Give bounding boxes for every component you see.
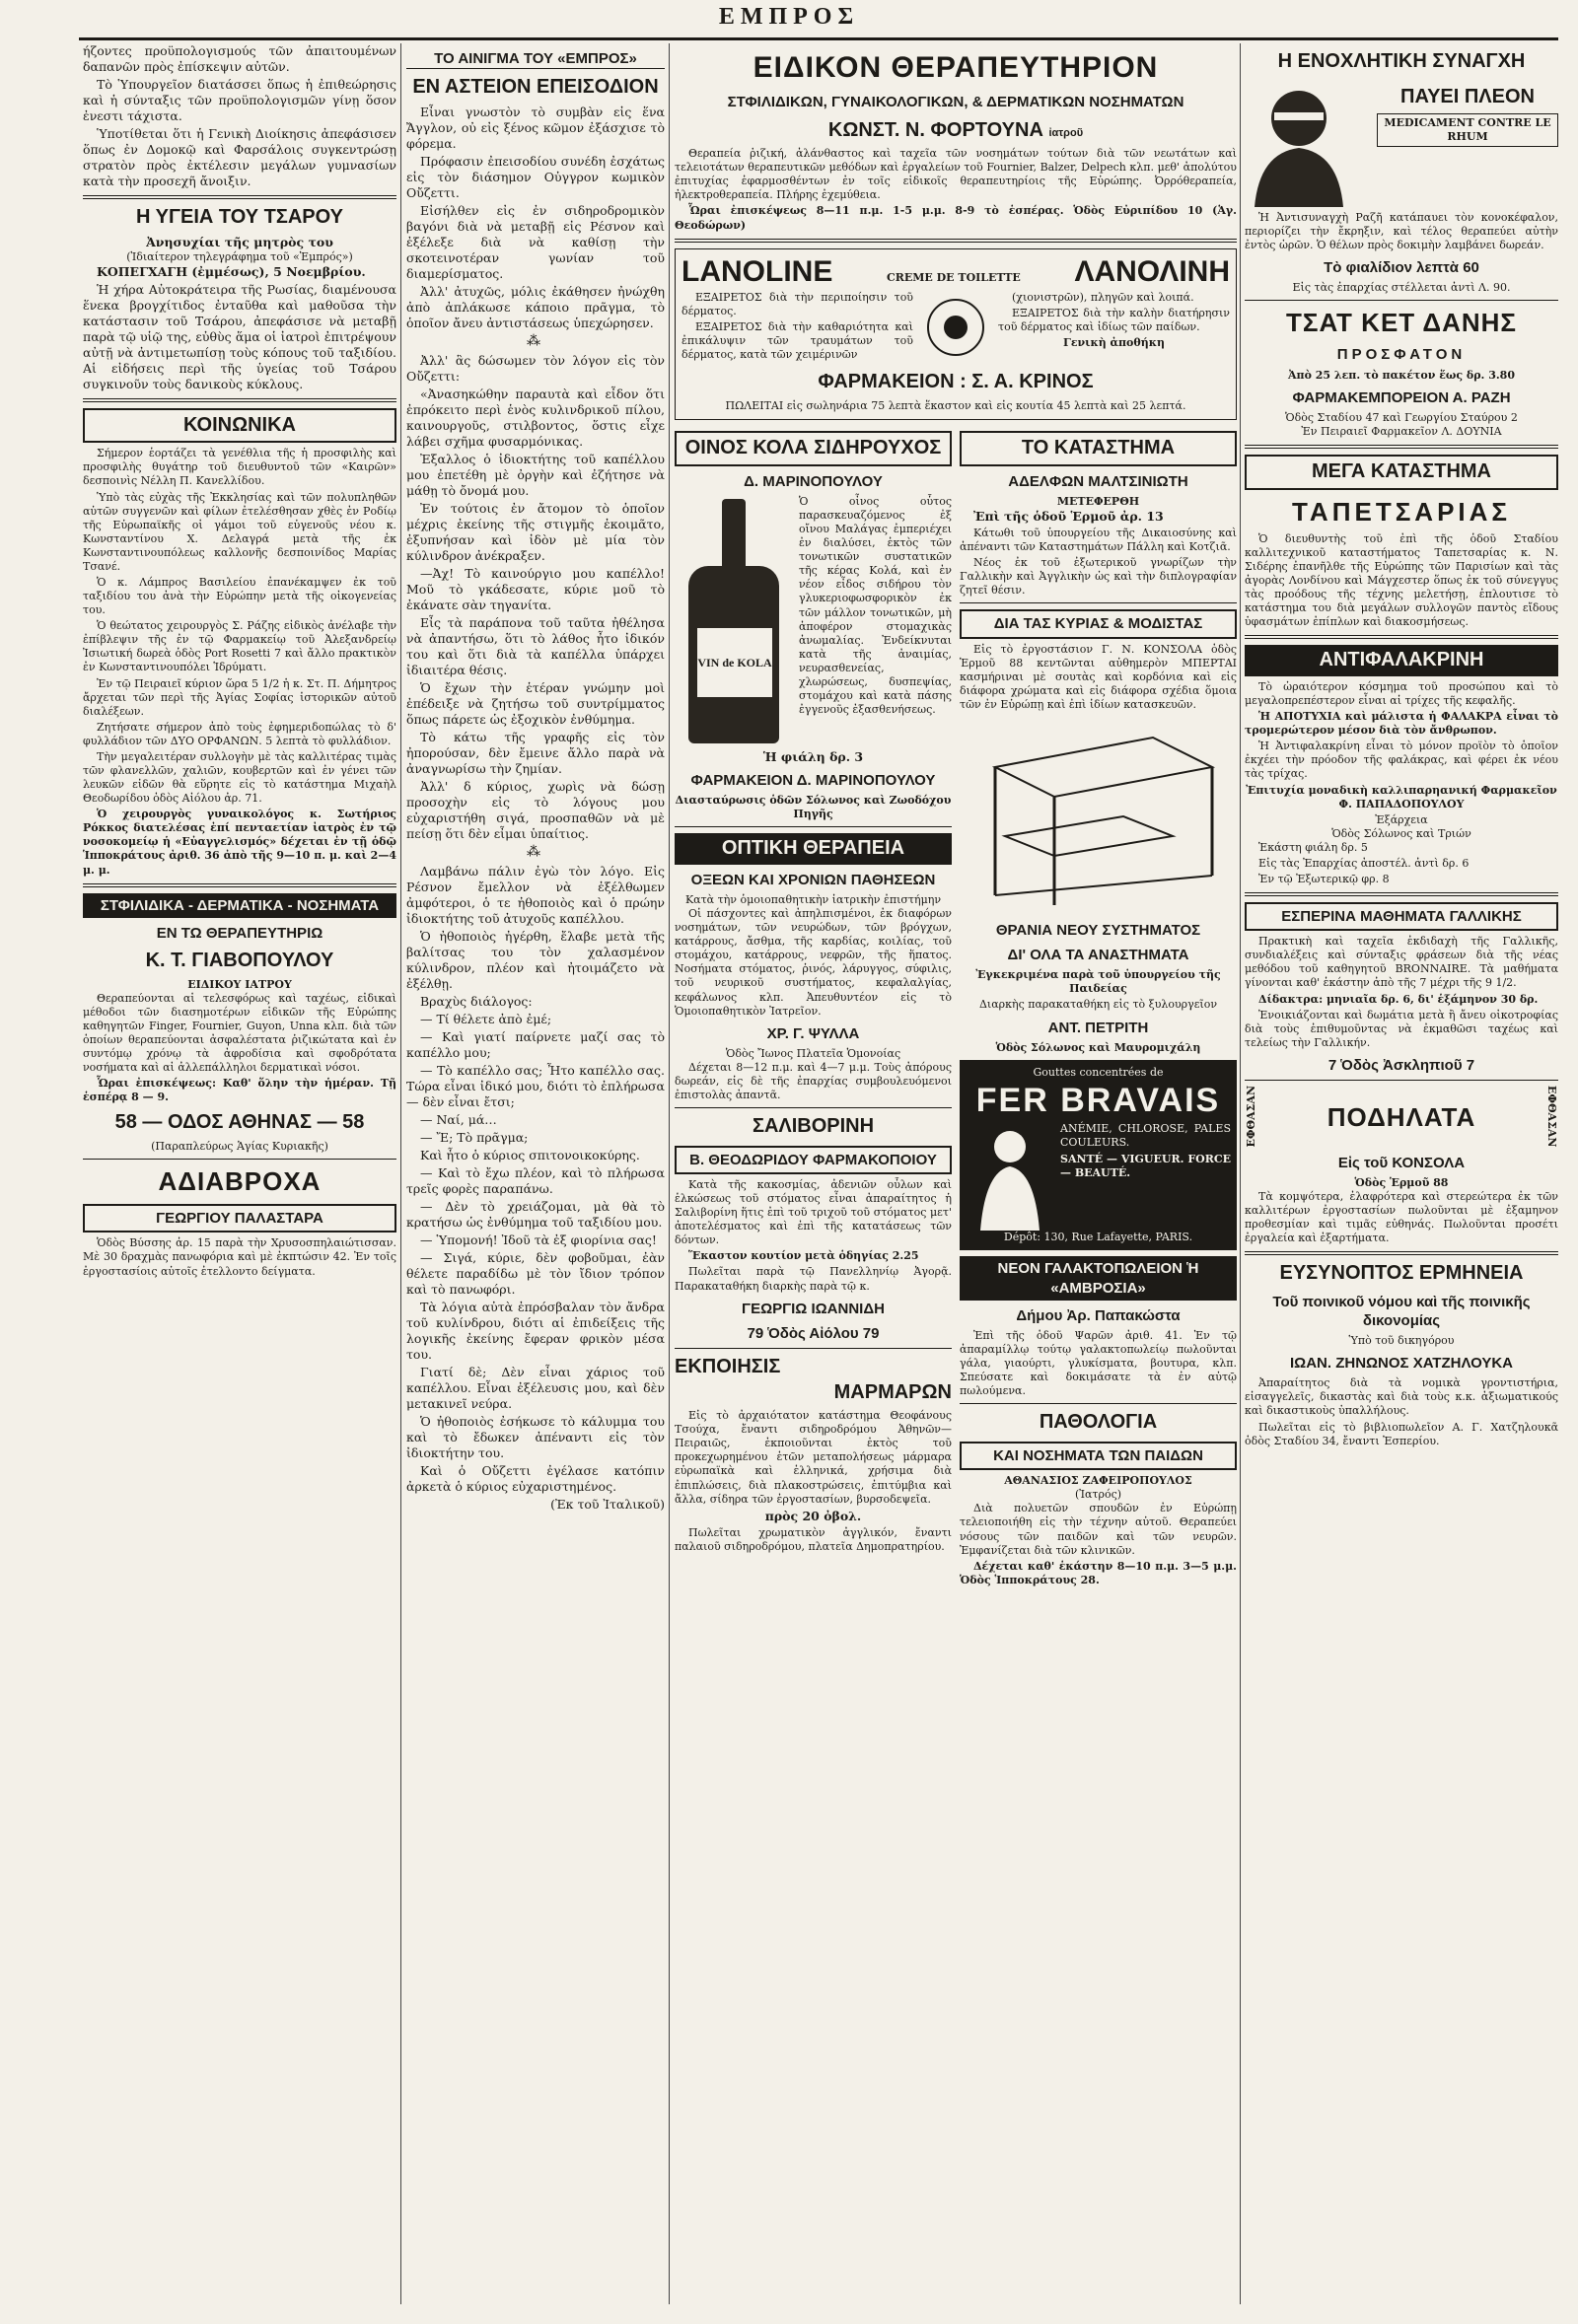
ad-title-optiki: ΟΠΤΙΚΗ ΘΕΡΑΠΕΙΑ xyxy=(675,833,952,865)
column-header: ΤΟ ΑΙΝΙΓΜΑ ΤΟΥ «ΕΜΠΡΟΣ» xyxy=(406,49,665,69)
ad-subtitle: ΠΑΥΕΙ ΠΛΕΟΝ xyxy=(1400,85,1535,107)
ad-text: ΕΞΑΙΡΕΤΟΣ διὰ τὴν καλὴν διατήρησιν τοῦ δέρματος καὶ ἰδίως τῶν παίδων. xyxy=(998,307,1230,334)
ad-subtitle: Κατὰ τὴν ὁμοιοπαθητικὴν ἰατρικὴν ἐπιστήμην xyxy=(684,893,942,906)
ad-subtitle: ΣΤΦΙΛΙΔΙΚΩΝ, ΓΥΝΑΙΚΟΛΟΓΙΚΩΝ, & ΔΕΡΜΑΤΙΚΩΝ ΝΟΣΗΜΑΤΩΝ xyxy=(727,94,1184,111)
ad-text: ΕΞΑΙΡΕΤΟΣ διὰ τὴν περιποίησιν τοῦ δέρματος. xyxy=(681,291,913,318)
ad-title-tapetsarias: ΤΑΠΕΤΣΑΡΙΑΣ xyxy=(1291,496,1512,527)
story-paragraph: Καὶ ἦτο ὁ κύριος σπιτονοικοκύρης. xyxy=(420,1147,640,1162)
story-paragraph: Ἀλλ' δ κύριος, χωρὶς νὰ δώσῃ προσοχὴν εἰς τὸ λόγους μου εὐχαριστήθη σιγά, προσπαθῶν νὰ μὲ πείσῃ ὅτι δὲν εἶμαι ὑπαίτιος. xyxy=(406,778,665,841)
ad-address: 58 — ΟΔΟΣ ΑΘΗΝΑΣ — 58 xyxy=(114,1111,365,1134)
ad-text: Νέος ἐκ τοῦ ἐξωτερικοῦ γνωρίζων τὴν Γαλλικὴν καὶ Ἀγγλικὴν ὡς καὶ τὴν διπλογραφίαν ζητεῖ θέσιν. xyxy=(960,556,1237,598)
news-paragraph: Τὴν μεγαλειτέραν συλλογὴν μὲ τὰς καλλιτέρας τιμὰς τῶν φλανελλῶν, χαλιῶν, κουβερτῶν καὶ ἐν γένει τῶν λευκῶν εἰδῶν θὰ εὕρητε εἰς τὸ κατάστημα Μιχαὴλ Θεοδωρίδου ὁδὸς Αἰόλου ἀρ. 71. xyxy=(83,749,396,806)
news-paragraph: Ὁ χειρουργὸς γυναικολόγος κ. Σωτήριος Ρόκκος διατελέσας ἐπί πενταετίαν ἰατρὸς ἐν τῷ νοσοκομείῳ ἡ «Εὐαγγελισμός» δέχεται ἐν τῇ ὁδῷ Ἱπποκράτους ἀριθ. 36 ἀπὸ τῆς 9—10 π. μ. καὶ 2—4 μ. μ. xyxy=(83,808,396,877)
article-subtitle: Ἀνησυχίαι τῆς μητρὸς του xyxy=(146,234,333,249)
lanoline-price: ΠΩΛΕΙΤΑΙ εἰς σωληνάρια 75 λεπτὰ ἕκαστον καὶ εἰς κουτία 45 λεπτὰ καὶ 25 λεπτά. xyxy=(725,399,1186,413)
story-paragraph: — Καὶ τὸ ἔχω πλέον, καὶ τὸ πλήρωσα τρεῖς φορὲς παραπάνω. xyxy=(406,1164,665,1196)
masthead: ΕΜΠΡΟΣ xyxy=(718,4,860,30)
ad-medicament: MEDICAMENT CONTRE LE RHUM xyxy=(1377,113,1558,147)
lanoline-title: LANOLINE xyxy=(681,254,833,288)
column-divider xyxy=(400,43,401,2304)
ad-price: Δίδακτρα: μηνιαῖα δρ. 6, δι' ἑξάμηνον 30 δρ. xyxy=(1258,992,1539,1006)
ad-text: Πωλεῖται παρὰ τῷ Πανελληνίῳ Ἀγορᾷ. Παρακαταθήκη διαρκὴς παρὰ τῷ κ. xyxy=(675,1265,952,1293)
story-paragraph: Ἐξαλλος ὁ ἰδιοκτήτης τοῦ καπέλλου μου ἐπετέθη μὲ ὀργὴν καὶ ἐζήτησε νὰ μάθῃ τὸ ὄνομά μου. xyxy=(406,451,665,498)
ad-name: ΑΝΤ. ΠΕΤΡΙΤΗ xyxy=(1047,1019,1149,1036)
ad-title-galaktopoleion: ΝΕΟΝ ΓΑΛΑΚΤΟΠΩΛΕΙΟΝ Ἡ «ΑΜΒΡΟΣΙΑ» xyxy=(960,1256,1237,1300)
story-paragraph: — Τί θέλετε ἀπὸ ἐμέ; xyxy=(420,1011,552,1026)
story-paragraph: Εἶς τὰ παράπονα τοῦ ταῦτα ἠθέλησα νὰ ἀπαντήσω, ὅτι τὸ λάθος ἦτο ἰδικόν του καὶ ὅτι διὰ τὰ καπέλλα ὑπάρχει ἰδιαιτέρα θέσις. xyxy=(406,614,665,677)
ad-text: Ἡ Ἀντιφαλακρίνη εἶναι τὸ μόνον προϊὸν τὸ ὁποῖον ἐκχέει τὴν πρόοδον τῆς φαλάκρας, καὶ φέρει ἐκ νέου τὰς τρίχας. xyxy=(1245,739,1558,781)
story-paragraph: Εἰσήλθεν εἰς ἐν σιδηροδρομικὸν βαγόνι διὰ νὰ μεταβῇ εἰς Ρέσνον καὶ ἐξέλεξε διὰ νὰ καθίσῃ τὴν σκοτεινοτέραν γωνίαν τοῦ διαμερίσματος. xyxy=(406,202,665,281)
section-title-koinonika: ΚΟΙΝΩΝΙΚΑ xyxy=(83,408,396,444)
ad-subtitle: Τοῦ ποινικοῦ νόμου καὶ τῆς ποινικῆς δικονομίας xyxy=(1272,1293,1531,1329)
ad-address: Ἐπὶ τῆς ὁδοῦ Ἑρμοῦ ἀρ. 13 xyxy=(973,508,1164,524)
ad-doctor-role: ΕΙΔΙΚΟΥ ΙΑΤΡΟΥ xyxy=(187,977,292,991)
ad-address: 7 Ὁδὸς Ἀσκληπιοῦ 7 xyxy=(1327,1056,1475,1074)
ad-text: Ὁ οἶνος οὗτος παρασκευαζόμενος ἐξ οἴνου Μαλάγας ἐμπεριέχει ἐν διαλύσει, ἐκτὸς τῶν τονωτικῶν συστατικῶν τῆς κέρας Κολά, καὶ ἐν νέον εἶδος σιδήρου τὸν γλυκεριοφωσφορικὸν ἐκ τῶν μάλλον τονωτικῶν, μὴ ἀποφέρον στομαχικὰς ἀνωμαλίας. Ἐνδείκνυται κατὰ τῆς ἀναιμίας, νευρασθενείας, χλωρώσεως, δυσπεψίας, στομάχου καὶ κατὰ πάσης ἐγγενοῦς ἐξασθενήσεως. xyxy=(799,494,952,717)
story-paragraph: Βραχὺς διάλογος: xyxy=(420,993,533,1009)
ad-pharmacy: ΦΑΡΜΑΚΕΜΠΟΡΕΙΟΝ Α. ΡΑΖΗ xyxy=(1292,388,1511,406)
story-paragraph: Πρόφασιν ἐπεισοδίου συνέδη ἐσχάτως εἰς τὸν διάσημον Οὐγγρον κωμικὸν Οὔζεττι. xyxy=(406,153,665,200)
ad-subtitle: Δ. ΜΑΡΙΝΟΠΟΥΛΟΥ xyxy=(744,472,883,490)
ad-text: Διαρκὴς παρακαταθήκη εἰς τὸ ξυλουργεῖον xyxy=(978,998,1218,1012)
separator xyxy=(960,1403,1237,1404)
story-paragraph: — Τὸ καπέλλο σας; Ἦτο καπέλλο σας. Τώρα εἶναι ἰδικό μου, διότι τὸ ἐπλήρωσα — δὲν εἶναι ἔτσι; xyxy=(406,1062,665,1109)
news-paragraph: ήζοντες προϋπολογισμούς τῶν ἀπαιτουμένων δαπανῶν πρὸς ἐπίσκεψιν αὐτῶν. xyxy=(83,43,396,74)
separator xyxy=(960,602,1237,603)
story-paragraph: —Ἀχ! Τὸ καινούργιο μου καπέλλο! Μοῦ τὸ γκάδεσατε, κύριε μοῦ τὸ ἐκάνατε σὰν τηγανίτα. xyxy=(406,565,665,612)
column-3 xyxy=(675,43,1237,2304)
ad-subtitle: ΔΙ' ΟΛΑ ΤΑ ΑΝΑΣΤΗΜΑΤΑ xyxy=(1007,947,1189,964)
story-paragraph: Ὁ ἠθοποιὸς ἠγέρθη, ἔλαβε μετὰ τῆς βαλίτσας του τὸν χαλασμένον κύλινδρον, πλέον καὶ ἠτοιμάζετο νὰ ἐξέλθῃ. xyxy=(406,928,665,991)
ad-title-katastima: ΤΟ ΚΑΤΑΣΤΗΜΑ xyxy=(960,431,1237,466)
ad-title-pathologia: ΠΑΘΟΛΟΓΙΑ xyxy=(1039,1411,1158,1434)
fer-depot: Dépôt: 130, Rue Lafayette, PARIS. xyxy=(1003,1231,1193,1244)
fer-indications: ANÉMIE, CHLOROSE, PALES COULEURS. xyxy=(1060,1122,1231,1150)
article-title-tsar: Η ΥΓΕΙΑ ΤΟΥ ΤΣΑΡΟΥ xyxy=(136,206,343,228)
ad-address: Ἐξάρχεια xyxy=(1375,812,1428,826)
school-desk-icon xyxy=(975,718,1222,915)
story-paragraph: «Ἀνασηκώθην παραυτὰ καὶ εἶδον ὅτι ἐπρόκειτο περὶ ἑνὸς κυλινδρικοῦ πίλου, καινουργοῦς, στιλβοντος, ὅστις εἶχε λάβει σχῆμα φυσαρμόνικας. xyxy=(406,386,665,449)
story-paragraph: — Σιγά, κύριε, δὲν φοβοῦμαι, ἐὰν θέλετε παραδίδω μὲ τὸν ἴδιον τρόπον καὶ τὸ πανωφόρι. xyxy=(406,1249,665,1297)
separator xyxy=(1245,1251,1558,1255)
ad-address: 79 Ὁδὸς Αἰόλου 79 xyxy=(747,1324,880,1342)
separator xyxy=(675,1107,952,1108)
ad-address: Ὁδὸς Σόλωνος καὶ Μαυρομιχάλη xyxy=(995,1040,1201,1054)
story-paragraph: — Δὲν τὸ χρειάζομαι, μὰ θὰ τὸ κρατήσω ὡς ἐνθύμημα τοῦ ταξιδίου μου. xyxy=(406,1198,665,1230)
ad-address-sub: (Παραπλεύρως Ἁγίας Κυριακῆς) xyxy=(151,1139,328,1153)
story-paragraph: Λαμβάνω πάλιν ἐγὼ τὸν λόγο. Εἰς Ρέσνον ἔμελλον νὰ ἐξέλθωμεν ἀμφότεροι, ὁ τε ἠθοποιὸς καὶ ὁ πρώην ἰδιοκτήτης τοῦ ἀτυχοῦς καπέλλου. xyxy=(406,863,665,926)
lanoline-seal-icon xyxy=(924,296,987,359)
column-divider xyxy=(1240,43,1241,2304)
story-paragraph: Τὰ λόγια αὐτὰ ἐπρόσβαλαν τὸν ἄνδρα τοῦ κυλίνδρου, διότι αἱ ἐπιδείξεις τῆς λογικῆς ἐκείνης ἔφεραν φρικὸν μέσα του. xyxy=(406,1299,665,1362)
ad-price: Τὸ φιαλίδιον λεπτὰ 60 xyxy=(1324,258,1479,276)
fer-properties: SANTÉ — VIGUEUR. FORCE — BEAUTÉ. xyxy=(1060,1152,1231,1179)
ad-subtitle: ΟΞΕΩΝ ΚΑΙ ΧΡΟΝΙΩΝ ΠΑΘΗΣΕΩΝ xyxy=(690,871,936,888)
ad-subtitle: ΜΕΤΕΦΕΡΘΗ xyxy=(1056,494,1140,508)
ad-title-tsat: ΤΣΑΤ ΚΕΤ ΔΑΝΗΣ xyxy=(1285,308,1518,338)
ad-side-label: ΕΦΘΑΣΑΝ xyxy=(1545,1086,1558,1148)
ad-hours: Δέχεται καθ' ἑκάστην 8—10 π.μ. 3—5 μ.μ. Ὁδὸς Ἱπποκράτους 28. xyxy=(960,1559,1237,1586)
news-paragraph: Ὑπὸ τὰς εὐχὰς τῆς Ἐκκλησίας καὶ τῶν πολυπληθῶν αὐτῶν συγγενῶν καὶ φίλων ἐτελέσθησαν χθὲς ἐν Ροδίῳ τῆς Εὐρωπαϊκῆς οἱ γάμοι τοῦ εὐγενοῦς νέου κ. Κωνσταντίνου Χ. Δελαγρά μετὰ τῆς ἐκ Κωνσταντινουπόλεως καλλονῆς δεσποινίδος Μαρίας Τσανέ. xyxy=(83,490,396,573)
ad-side-label: ΕΦΘΑΣΑΝ xyxy=(1245,1086,1257,1148)
ad-fer-bravais xyxy=(960,1060,1237,1251)
ad-title-thrania: ΘΡΑΝΙΑ ΝΕΟΥ ΣΥΣΤΗΜΑΤΟΣ xyxy=(995,921,1201,939)
column-1 xyxy=(83,43,396,2304)
doctor-name-text: ΚΩΝΣΤ. Ν. ΦΟΡΤΟΥΝΑ xyxy=(827,118,1043,141)
ad-text: Θεραπεύονται αἱ τελεσφόρως καὶ ταχέως, εἰδικαὶ μέθοδοι τῶν διασημοτέρων εἰδικῶν τῆς Εὐρώπης καθηγητῶν Finger, Fournier, Guyon, Unna κλπ. διὰ τῶν ὁποίων θεραπεύονται ἀσφαλέστατα ῥιζικώτατα καὶ ἐν συντόμῳ χρόνῳ τὰ ἀφροδίσια καὶ σφοδρότατα νοσήματα καὶ αἱ ἀλλεπάλληλοι δερματικαὶ νόσοι. xyxy=(83,991,396,1075)
news-paragraph: Τὸ Ὑπουργεῖον διατάσσει ὅπως ἡ ἐπιθεώρησις καὶ ἡ σύνταξις τῶν προϋπολογισμῶν γίνῃ ὅσον ἐνεστι τάχιστα. xyxy=(83,77,396,123)
ad-price: Ἡ φιάλη δρ. 3 xyxy=(762,748,864,764)
news-paragraph: Σήμερον ἑορτάζει τὰ γενέθλια τῆς ἡ προσφιλὴς καὶ προσφιλὴς θυγάτηρ τοῦ διευθυντοῦ τῶν «Καιρῶν» δεσποινὶς Νέλλη Π. Κανελλίδου. xyxy=(83,447,396,488)
ad-price: Ἐν τῷ Ἐξωτερικῷ φρ. 8 xyxy=(1258,872,1390,885)
ad-title-mega: ΜΕΓΑ ΚΑΤΑΣΤΗΜΑ xyxy=(1245,455,1558,490)
story-paragraph: — Ἔ; Τὸ πρᾶγμα; xyxy=(420,1129,529,1145)
ad-text: (χιονιστρῶν), πληγῶν καὶ λοιπά. xyxy=(1012,291,1194,305)
woman-figure-icon xyxy=(966,1122,1054,1231)
ad-doctor-name xyxy=(675,118,1237,144)
ad-text: Τὸ ὡραιότερον κόσμημα τοῦ προσώπου καὶ τὸ μεγαλοπρεπέστερον εἶναι αἱ τρίχες τῆς κεφαλῆς. xyxy=(1245,679,1558,708)
ad-subtitle: ΚΑΙ ΝΟΣΗΜΑΤΑ ΤΩΝ ΠΑΙΔΩΝ xyxy=(960,1442,1237,1470)
news-paragraph: Ζητήσατε σήμερον ἀπὸ τοὺς ἐφημεριδοπώλας τὸ δ' φυλλάδιον τῶν ΔΥΟ ΟΡΦΑΝΩΝ. 5 λεπτὰ τὸ φυλλάδιον. xyxy=(83,720,396,747)
story-paragraph: Γιατί δὲ; Δὲν εἶναι χάριος τοῦ καπέλλου. Εἶναι ἐξέλευσις μου, καὶ δὲν μετακινεῖ νεύρα. xyxy=(406,1364,665,1411)
ad-text: Πρακτικὴ καὶ ταχεῖα ἐκδιδαχὴ τῆς Γαλλικῆς, συνδιαλέξεις καὶ σύνταξις φράσεων διὰ τῆς νέας μεθόδου τοῦ καθηγητοῦ BRONNAIRE. Τὰ μαθήματα γίνονται καθ' ἑκάστην ἀπὸ τῆς 7 μέχρι τῆς 9 1/2. xyxy=(1245,935,1558,990)
ad-hours: Ὧραι ἐπισκέψεως: Καθ' ὅλην τὴν ἡμέραν. Τῇ ἑσπέρᾳ 8 — 9. xyxy=(83,1077,396,1104)
ad-address: Ὁδὸς Σόλωνος καὶ Τριών xyxy=(1331,826,1471,840)
separator xyxy=(83,883,396,887)
fer-top: Gouttes concentrées de xyxy=(1033,1065,1164,1079)
story-paragraph: — Ναί, μά… xyxy=(420,1111,497,1127)
ad-text: Εἰς τὸ ἀρχαιότατον κατάστημα Θεοφάνους Τσούχα, ἔναντι σιδηροδρόμου Ἀθηνῶν—Πειραιῶς, ἐκποιοῦνται ἐκτὸς τοῦ προκεχωρημένου ἑτῶν μεταπολήσεως μάρμαρα εὐρωπαϊκὰ καὶ ἑλληνικά, χρήσιμα διὰ ἐπιπλώσεις, διὰ πλακοστρώσεις, ἐπιτύμβια καὶ ἄλλα, σίδηρα τῶν ἐργοστασίων, βυρσοδεψεῖα. xyxy=(675,1409,952,1506)
ad-text: Διὰ πολυετῶν σπουδῶν ἐν Εὐρώπῃ τελειοποιήθη εἰς τὴν τέχνην αὐτοῦ. Θεραπεύει νόσους τῶν παιδῶν καὶ τῶν νευρῶν. Ἐμφανίζεται διὰ τῶν κλινικῶν. xyxy=(960,1502,1237,1557)
story-paragraph: Καὶ ὁ Οὔζεττι ἐγέλασε κατόπιν ἀρκετὰ ὁ κύριος εὐχαριστημένος. xyxy=(406,1462,665,1494)
separator xyxy=(83,1159,396,1160)
ad-text: Εἰς τὸ ἐργοστάσιον Γ. Ν. ΚΟΝΣΟΛΑ ὁδὸς Ἑρμοῦ 88 κεντῶνται αὐθημερὸν ΜΠΕΡΤΑΙ κασμήριναι μὲ σουτὰς καὶ κορδόνια καὶ εἰς διάφορα χρώματα καὶ εἰς διάφορα σχέδια ὅμοια τῶν ἐν Εὐρώπῃ καὶ ἐπὶ ἰδίων κατασκευῶν. xyxy=(960,642,1237,711)
ad-lanoline xyxy=(675,248,1237,420)
ad-title-kyrias: ΔΙΑ ΤΑΣ ΚΥΡΙΑΣ & ΜΟΔΙΣΤΑΣ xyxy=(960,609,1237,638)
masthead-rule xyxy=(79,37,1558,40)
ad-text: Ἡ Ἀντισυναγχὴ Ραζῆ κατάπαυει τὸν κονοκέφαλον, περιορίζει τὴν ἔκρηξιν, καὶ τέλος θεραπεύει αὐτὴν ἐντὸς ὡρῶν. Ὁ θέλων πρὸς δοκιμὴν λαμβάνει δωρεάν. xyxy=(1245,210,1558,251)
ad-price: πρὸς 20 ὀβολ. xyxy=(764,1508,862,1523)
ad-hours: Ὧραι ἐπισκέψεως 8—11 π.μ. 1-5 μ.μ. 8-9 τὸ ἑσπέρας. Ὁδὸς Εὐριπίδου 10 (Ἁγ. Θεοδώρων) xyxy=(675,204,1237,232)
article-title-epeisodion: ΕΝ ΑΣΤΕΙΟΝ ΕΠΕΙΣΟΔΙΟΝ xyxy=(412,76,659,99)
ad-text: Ἀπαραίτητος διὰ τὰ νομικὰ γροντιστήρια, εἰσαγγελεῖς, δικαστὰς καὶ διὰ τοὺς κ.κ. ἀξιωματικούς καὶ δικαστικοὺς ὑπαλλήλους. xyxy=(1245,1376,1558,1418)
story-paragraph: Τὸ κάτω τῆς γραφῆς εἰς τὸν ἠπορούσαν, δὲν ἔμεινε ἄλλο παρὰ νὰ ἀναγνωρίσω τὴν ζημίαν. xyxy=(406,729,665,776)
ad-address: Ὁδὸς Ἴωνος Πλατεῖα Ὁμονοίας xyxy=(725,1046,901,1060)
ad-text: Οἱ πάσχοντες καὶ ἀπηλπισμένοι, ἐκ διαφόρων νοσημάτων, τῶν νευρώδων, τῶν βρόγχων, κατάρρους, ἄσθμα, τῆς καρδίας, κοιλίας, τοῦ στομάχου, κατάρρους, νεφρῶν, τῆς ἥπατος. Νοσήματα στόματος, ῥινός, λάρυγγος, σύφιλις, τοῦ νευρικοῦ συστήματος, κεφαλαλγίας, κεφάλωνος κλπ. Ἀπευθυντέον εἰς τὸ Ὁμοιοπαθητικὸν Ἰατρεῖον. xyxy=(675,907,952,1018)
ad-address: Ὁδὸς Ἑρμοῦ 88 xyxy=(1354,1175,1449,1189)
ad-title-eidikon: ΕΙΔΙΚΟΝ ΘΕΡΑΠΕΥΤΗΡΙΟΝ xyxy=(753,51,1159,84)
ad-title-ekpoiisis: ΕΚΠΟΙΗΣΙΣ xyxy=(675,1355,781,1377)
ad-subtitle: Β. ΘΕΟΔΩΡΙΔΟΥ ΦΑΡΜΑΚΟΠΟΙΟΥ xyxy=(675,1146,952,1174)
ad-text: Ὁδὸς Βύσσης ἀρ. 15 παρὰ τὴν Χρυσοσπηλαιώτισσαν. Μὲ 30 δραχμὰς πανωφόρια καὶ μὲ ἐκπτώσιν 42. Ἐν τοῖς ἐργοστασίοις αὐτοῖς ἐτελλοντο δείγματα. xyxy=(83,1236,396,1278)
ad-title-synagxi: Η ΕΝΟΧΛΗΤΙΚΗ ΣΥΝΑΓΧΗ xyxy=(1277,50,1526,72)
ad-text: Θεραπεία ῥιζική, ἀλάνθαστος καὶ ταχεῖα τῶν νοσημάτων τούτων διὰ τῶν νεωτάτων καὶ τελειοτάτων θεραπευτικῶν μεθόδων καὶ ἐργαλείων τοῦ Fournier, Balzer, Delpech κλπ. μεθ' ἀπολύτου ἐπιτυχίας ἐφαρμοσθέντων ἐν τοῖς εἰδικοῖς θεραπευτηρίοις τῆς Εὐρώπης. Ὀρρόθεραπεία, ἠλεκτροθεραπεία. Πλήρης ἐχεμύθεια. xyxy=(675,147,1237,202)
news-paragraph: Ὁ κ. Λάμπρος Βασιλείου ἐπανέκαμψεν ἐκ τοῦ ταξιδίου του ἀνὰ τὴν Εὐρώπην μετὰ τῆς οἰκογενείας του. xyxy=(83,575,396,617)
ad-text: Τὰ κομψότερα, ἐλαφρότερα καὶ στερεώτερα ἐκ τῶν καλλιτέρων ἐργοστασίων πωλοῦνται μὲ ἐξαμηνον προθεσμίαν καὶ τιμᾶς εὐθηνάς. Πωλοῦνται προσέτι ἐργαλεία καὶ ἐξαρτήματα. xyxy=(1245,1189,1558,1245)
ad-title-esperina: ΕΣΠΕΡΙΝΑ ΜΑΘΗΜΑΤΑ ΓΑΛΛΙΚΗΣ xyxy=(1245,902,1558,931)
separator xyxy=(675,1348,952,1349)
ad-doctor-name: Κ. Τ. ΓΙΑΒΟΠΟΥΛΟΥ xyxy=(145,949,334,971)
separator xyxy=(1245,445,1558,449)
ad-address: Ὁδὸς Σταδίου 47 καὶ Γεωργίου Σταύρου 2 xyxy=(1285,410,1518,424)
ad-text: Πωλεῖται εἰς τὸ βιβλιοπωλεῖον Α. Γ. Χατζηλουκᾶ ὁδὸς Σταδίου 34, ἔναντι Ἐσπερίου. xyxy=(1245,1420,1558,1447)
separator xyxy=(1245,300,1558,301)
separator xyxy=(675,826,952,827)
ad-subtitle: Εἰς τοῦ ΚΟΝΣΟΛΑ xyxy=(1337,1154,1466,1171)
separator xyxy=(1245,1080,1558,1081)
ad-pharmacy: ΦΑΡΜΑΚΕΙΟΝ Δ. ΜΑΡΙΝΟΠΟΥΛΟΥ xyxy=(690,771,936,789)
ornament: ⁂ xyxy=(527,843,544,860)
ad-text: Κατὰ τῆς κακοσμίας, ἀδενιῶν οὖλων καὶ ἑλκώσεως τοῦ στόματος εἶναι ἀπαραίτητος ἡ Σαλιβορίνη ἥτις ἐπὶ τοῦ τριχοῦ τοῦ στόματος μετ' ἀποτελέσματος καὶ ἐπὶ τῆς κατατάσεως τῶν δόντων. xyxy=(675,1177,952,1247)
separator xyxy=(675,239,1237,243)
dateline: ΚΟΠΕΓΧΑΓΗ (ἐμμέσως), 5 Νοεμβρίου. xyxy=(97,263,366,279)
lanoline-subtitle: CREME DE TOILETTE xyxy=(886,270,1021,284)
ad-name: ΓΕΩΡΓΙΩ ΙΩΑΝΝΙΔΗ xyxy=(742,1300,885,1317)
ad-doctor-role: (Ἰατρός) xyxy=(1074,1488,1122,1502)
ad-text: Ἐπιτυχία μοναδικὴ καλλιπαρηανική Φαρμακεῖον Φ. ΠΑΠΑΔΟΠΟΥΛΟΥ xyxy=(1246,783,1557,810)
doctor-role-text: ἰατροῦ xyxy=(1048,126,1084,139)
ad-doctor-name: ΑΘΑΝΑΣΙΟΣ ΖΑΦΕΙΡΟΠΟΥΛΟΣ xyxy=(1004,1474,1192,1488)
ad-title-podilata: ΠΟΔΗΛΑΤΑ xyxy=(1327,1101,1476,1132)
ad-title-ermineia: ΕΥΣΥΝΟΠΤΟΣ ΕΡΜΗΝΕΙΑ xyxy=(1279,1262,1524,1285)
story-paragraph: Ἀλλ' ἀτυχῶς, μόλις ἐκάθησεν ἠνώχθη ἀπὸ ἀπλάκωσε κάποιο πρᾶγμα, τὸ ὁποῖον ἄνευ ἀντιστάσεως ὑπεχώρησεν. xyxy=(406,283,665,330)
news-paragraph: Ἐν τῷ Πειραιεῖ κύριον ὥρα 5 1/2 ἡ κ. Στ. Π. Δήμητρος ἄρχεται τῶν περὶ τῆς Ἀγίας Σοφίας ἱστορικῶν αὐτοῦ διαλέξεων. xyxy=(83,676,396,718)
separator xyxy=(83,398,396,402)
ad-text: Ἐπὶ τῆς ὁδοῦ Ψαρῶν ἀριθ. 41. Ἐν τῷ ἀπαραμίλλῳ τούτῳ γαλακτοπωλείῳ πωλοῦνται γάλα, γιαούρτι, γλυκίσματα, βουτυρα, κλπ. Σπεύσατε καὶ δοκιμάσατε τὰ ἐν αὐτῷ πωλούμενα. xyxy=(960,1329,1237,1398)
ad-subtitle: ΕΝ ΤΩ ΘΕΡΑΠΕΥΤΗΡΙΩ xyxy=(156,924,323,942)
ad-author-name: ΙΩΑΝ. ΖΗΝΩΝΟΣ ΧΑΤΖΗΛΟΥΚΑ xyxy=(1290,1355,1513,1373)
ad-address: Ἐν Πειραιεῖ Φαρμακεῖον Λ. ΔΟΥΝΙΑ xyxy=(1301,424,1502,438)
ad-subtitle: ΠΡΟΣΦΑΤΟΝ xyxy=(1336,346,1467,364)
news-paragraph: Ἡ χήρα Αὐτοκράτειρα τῆς Ρωσίας, διαμένουσα ἕνεκα βρογχίτιδος ἐνταῦθα καὶ μαθοῦσα τὴν κατάστασιν τοῦ Τσάρου, ἀπεφάσισε νὰ μεταβῇ παρὰ τῷ υἱῷ της, εὐθὺς ἅμα οἱ ἰατροὶ ἐπιτρέψουν αὐτῇ νὰ ἀντιμετωπίσῃ τοὺς κόπους τοῦ ταξιδίου. Αἱ εἰδήσεις περὶ τῆς ὑγείας τοῦ Τσάρου συγκινοῦν τοὺς δανικοὺς κύκλους. xyxy=(83,281,396,391)
news-paragraph: Ὑποτίθεται ὅτι ἡ Γενικὴ Διοίκησις ἀπεφάσισεν ὅπως ἐν Δομοκῷ καὶ Φαρσάλοις συγκεντρώσῃ στρατὸν πρὸς ἐκτέλεσιν μεγάλων γυμνασίων κατὰ τὴν προσεχῆ ἄνοιξιν. xyxy=(83,126,396,188)
ad-title-stifilidika: ΣΤΦΙΛΙΔΙΚΑ - ΔΕΡΜΑΤΙΚΑ - ΝΟΣΗΜΑΤΑ xyxy=(83,893,396,918)
ad-text: Γενικὴ ἀποθήκη xyxy=(1063,336,1165,350)
ad-address: Διασταύρωσις ὁδῶν Σόλωνος καὶ Ζωοδόχου Πηγῆς xyxy=(675,794,952,821)
ad-text: ΕΞΑΙΡΕΤΟΣ διὰ τὴν καθαριότητα καὶ ἐπικάλυψιν τῶν τραυμάτων τοῦ δέρματος, κατὰ τῶν χειμέρινῶν xyxy=(681,320,913,362)
story-source: (Ἐκ τοῦ Ἰταλικοῦ) xyxy=(550,1496,665,1512)
wine-bottle-icon xyxy=(675,499,793,745)
ad-text: Ἐνοικιάζονται καὶ δωμάτια μετὰ ἢ ἄνευ οἰκοτροφίας διὰ τοὺς ἐπιθυμοῦντας νὰ ἐκμαθῶσι ταχέως καὶ τελείως τὴν Γαλλικήν. xyxy=(1245,1008,1558,1049)
ad-title-saliborini: ΣΑΛΙΒΟΡΙΝΗ xyxy=(752,1115,875,1138)
story-paragraph: Ὁ ἔχων τὴν ἑτέραν γνώμην μοὶ ἐπέδειξε νὰ ζητήσω τοῦ συντρίμματος ὅπως πάρετε ὡς ἐξοχικὸν ἐνθύμημα. xyxy=(406,679,665,727)
ad-subtitle: ΑΔΕΛΦΩΝ ΜΑΛΤΣΙΝΙΩΤΗ xyxy=(1008,472,1188,490)
story-paragraph: — Ὑπομονή! Ἰδοῦ τὰ ἐξ φιορίνια σας! xyxy=(420,1232,657,1247)
ad-text: Πωλεῖται χρωματικὸν ἀγγλικόν, ἔναντι παλαιοῦ σιδηροδρόμου, πλατεῖα Δημοπρατηρίου. xyxy=(675,1525,952,1553)
ad-price: Εἰς τὰς Ἐπαρχίας ἀποστέλ. ἀντὶ δρ. 6 xyxy=(1258,856,1470,870)
ad-text: Ἡ ΑΠΟΤΥΧΙΑ καὶ μάλιστα ἡ ΦΑΛΑΚΡΑ εἶναι τὸ τρομερώτερον μέσον διὰ τὸν ἄνθρωπον. xyxy=(1245,710,1558,738)
fer-title: FER BRAVAIS xyxy=(975,1081,1221,1119)
column-2 xyxy=(406,43,665,2304)
ad-price: Ἀπὸ 25 λεπ. τὸ πακέτον ἕως δρ. 3.80 xyxy=(1287,368,1515,382)
ad-subtitle: ΓΕΩΡΓΙΟΥ ΠΑΛΑΣΤΑΡΑ xyxy=(83,1204,396,1232)
story-paragraph: Ἀλλ' ἃς δώσωμεν τὸν λόγον εἰς τὸν Οὔζεττι: xyxy=(406,352,665,384)
ad-text: Εἰς τὰς ἐπαρχίας στέλλεται ἀντὶ Λ. 90. xyxy=(1292,281,1511,295)
ad-title-kola: ΟΙΝΟΣ ΚΟΛΑ ΣΙΔΗΡΟΥΧΟΣ xyxy=(675,431,952,466)
separator xyxy=(1245,892,1558,896)
ad-price: Ἑκάστη φιάλη δρ. 5 xyxy=(1258,840,1368,854)
ad-text: Κάτωθι τοῦ ὑπουργείου τῆς Δικαιοσύνης καὶ ἀπέναντι τῶν Καταστημάτων Πάλλη καὶ Κοτζιᾶ. xyxy=(960,526,1237,554)
separator xyxy=(1245,635,1558,639)
separator xyxy=(83,195,396,199)
story-paragraph: Ἐν τούτοις ἐν ἄτομον τὸ ὁποῖον μέχρις ἐκείνης τῆς στιγμῆς ἐκοιμᾶτο, ἐξυπνήσαν καὶ ἰδὸν μὲ μία τὸν κύλινδρον ἀνέκραξεν. xyxy=(406,500,665,563)
story-paragraph: Ὁ ἠθοποιὸς ἐσήκωσε τὸ κάλυμμα του καὶ τὸ ἔδωκεν ἀπέναντι εἰς τὸν ἰδιοκτήτην του. xyxy=(406,1413,665,1460)
lanoline-title-greek: ΛΑΝΟΛΙΝΗ xyxy=(1074,254,1230,288)
lanoline-pharmacy: ΦΑΡΜΑΚΕΙΟΝ : Σ. Α. ΚΡΙΝΟΣ xyxy=(818,371,1094,393)
column-4 xyxy=(1245,43,1558,2304)
bottle-label: VIN de KOLA xyxy=(696,627,773,698)
ornament: ⁂ xyxy=(527,332,544,349)
school-desk-illustration xyxy=(975,718,1222,915)
ad-title-antifalakrini: ΑΝΤΙΦΑΛΑΚΡΙΝΗ xyxy=(1245,645,1558,676)
column-divider xyxy=(669,43,670,2304)
ad-subtitle: Δήμου Ἀρ. Παπακώστα xyxy=(1016,1306,1181,1324)
ad-price: Ἕκαστον κουτίον μετὰ ὁδηγίας 2.25 xyxy=(688,1249,919,1263)
ad-doctor-name: ΧΡ. Γ. ΨΥΛΛΑ xyxy=(766,1024,860,1042)
ad-hours: Δέχεται 8—12 π.μ. καὶ 4—7 μ.μ. Τοὺς ἀπόρους δωρεάν, εἰς δὲ τῆς ἐπαρχίας συμβουλευόμενοι ἐπιστολὰς ἀπαντᾶ. xyxy=(675,1060,952,1102)
article-subtitle: (Ἰδιαίτερον τηλεγράφημα τοῦ «Ἐμπρός») xyxy=(126,249,353,263)
story-paragraph: — Καὶ γιατί παίρνετε μαζί σας τὸ καπέλλο μου; xyxy=(406,1028,665,1060)
story-paragraph: Εἶναι γνωστὸν τὸ συμβὰν εἰς ἕνα Ἄγγλον, οὐ εἰς ξένος κῶμον ἐξάσχισε τὸ φόρεμα. xyxy=(406,104,665,151)
ad-text: Ἐγκεκριμένα παρὰ τοῦ ὑπουργείου τῆς Παιδείας xyxy=(975,968,1221,996)
news-paragraph: Ὁ θεώτατος χειρουργὸς Σ. Ράζης εἰδικὸς ἀνέλαβε τὴν ἐπίβλεψιν τῆς ἐν τῷ Φαρμακείῳ τοῦ Ἀλεξανδρείῳ Ἰσιωτική δωρεὰ ὁδὸς Port Rosetti 7 καὶ ἄλλο πρακτικὸν ἐν Κωνσταντινουπόλει Ἱδρύματι. xyxy=(83,619,396,674)
ad-text: Ὁ διευθυντὴς τοῦ ἐπὶ τῆς ὁδοῦ Σταδίου καλλιτεχνικοῦ καταστήματος Ταπετσαρίας κ. Ν. Σιδέρης ἐπανῆλθε τῆς Εὐρώπης τῶν Παρισίων καὶ τὰς ἀγορὰς Λονδίνου καὶ Μάγχεστερ ὅπως ἐκ τοῦ σύνεγγυς τὰς προόδους τῆς τέχνης μελετήσῃ, ἐπλουτισε τὸ κατάστημα του διὰ μεγάλων συλλογῶν παντὸς εἴδους ὑφασμάτων ἐπίπλων καὶ διακοσμήσεως. xyxy=(1245,531,1558,629)
ad-byline: Ὑπὸ τοῦ δικηγόρου xyxy=(1348,1334,1455,1348)
man-portrait-icon xyxy=(1245,79,1363,207)
ad-title-adiabroxa: ΑΔΙΑΒΡΟΧΑ xyxy=(158,1165,322,1196)
ad-title-marmaron: ΜΑΡΜΑΡΩΝ xyxy=(833,1380,952,1403)
